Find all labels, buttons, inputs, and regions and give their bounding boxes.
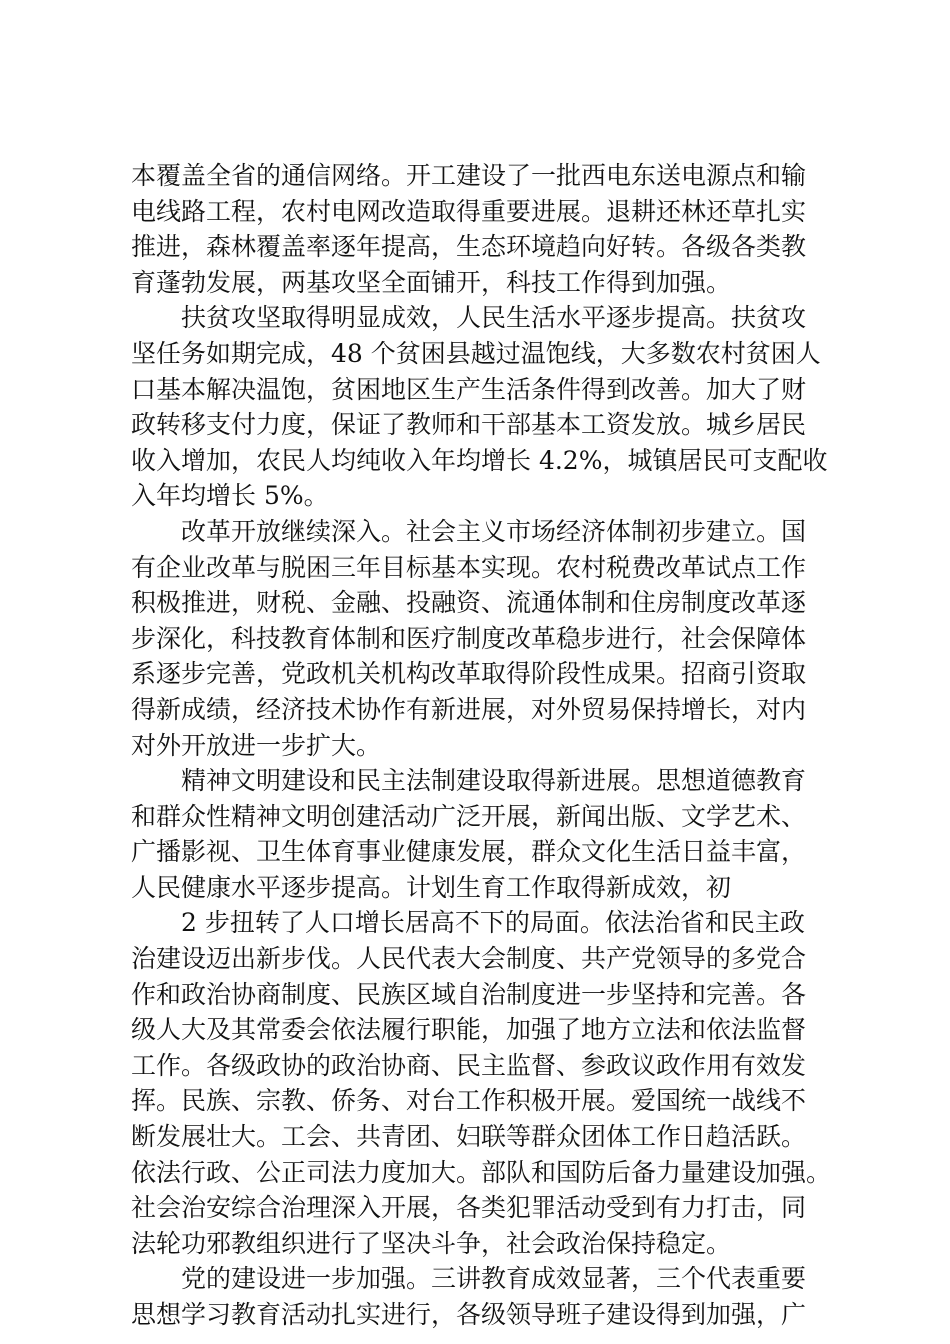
paragraph-start-line: 党的建设进一步加强。三讲教育成效显著，三个代表重要 <box>181 1264 807 1294</box>
text-line: 法轮功邪教组织进行了坚决斗争，社会政治保持稳定。 <box>131 1228 732 1258</box>
text-line: 育蓬勃发展，两基攻坚全面铺开，科技工作得到加强。 <box>131 267 732 297</box>
text-line: 依法行政、公正司法力度加大。部队和国防后备力量建设加强。 <box>131 1157 832 1187</box>
text-line: 积极推进，财税、金融、投融资、流通体制和住房制度改革逐 <box>131 588 807 618</box>
text-line: 广播影视、卫生体育事业健康发展，群众文化生活日益丰富， <box>131 837 807 867</box>
text-line: 政转移支付力度，保证了教师和干部基本工资发放。城乡居民 <box>131 410 807 440</box>
text-line: 本覆盖全省的通信网络。开工建设了一批西电东送电源点和输 <box>131 161 807 190</box>
paragraph-start-line: 精神文明建设和民主法制建设取得新进展。思想道德教育 <box>181 766 807 796</box>
text-line: 挥。民族、宗教、侨务、对台工作积极开展。爱国统一战线不 <box>131 1086 807 1116</box>
text-line: 收入增加，农民人均纯收入年均增长 4.2%，城镇居民可支配收 <box>131 445 828 475</box>
text-line: 口基本解决温饱，贫困地区生产生活条件得到改善。加大了财 <box>131 374 807 404</box>
body-text <box>131 158 851 1333</box>
text-line: 入年均增长 5%。 <box>131 481 329 511</box>
text-line: 对外开放进一步扩大。 <box>131 730 382 760</box>
text-line: 得新成绩，经济技术协作有新进展，对外贸易保持增长，对内 <box>131 694 807 724</box>
text-line: 系逐步完善，党政机关机构改革取得阶段性成果。招商引资取 <box>131 659 807 689</box>
text-line: 治建设迈出新步伐。人民代表大会制度、共产党领导的多党合 <box>131 944 807 974</box>
text-line: 和群众性精神文明创建活动广泛开展，新闻出版、文学艺术、 <box>131 801 807 831</box>
text-line: 社会治安综合治理深入开展，各类犯罪活动受到有力打击，同 <box>131 1193 807 1223</box>
text-line: 步深化，科技教育体制和医疗制度改革稳步进行，社会保障体 <box>131 623 807 653</box>
text-line: 思想学习教育活动扎实进行，各级领导班子建设得到加强，广 <box>131 1300 807 1329</box>
paragraph-start-line: 2 步扭转了人口增长居高不下的局面。依法治省和民主政 <box>181 908 805 938</box>
text-line: 推进，森林覆盖率逐年提高，生态环境趋向好转。各级各类教 <box>131 232 807 262</box>
text-line: 级人大及其常委会依法履行职能，加强了地方立法和依法监督 <box>131 1015 807 1045</box>
paragraph-start-line: 改革开放继续深入。社会主义市场经济体制初步建立。国 <box>181 516 807 546</box>
text-line: 有企业改革与脱困三年目标基本实现。农村税费改革试点工作 <box>131 552 807 582</box>
text-line: 工作。各级政协的政治协商、民主监督、参政议政作用有效发 <box>131 1050 807 1080</box>
text-line: 电线路工程，农村电网改造取得重要进展。退耕还林还草扎实 <box>131 196 807 226</box>
text-line: 人民健康水平逐步提高。计划生育工作取得新成效，初 <box>131 872 732 902</box>
text-line: 坚任务如期完成，48 个贫困县越过温饱线，大多数农村贫困人 <box>131 338 821 368</box>
text-line: 作和政治协商制度、民族区域自治制度进一步坚持和完善。各 <box>131 979 807 1009</box>
paragraph-start-line: 扶贫攻坚取得明显成效，人民生活水平逐步提高。扶贫攻 <box>181 303 807 333</box>
text-line: 断发展壮大。工会、共青团、妇联等群众团体工作日趋活跃。 <box>131 1122 807 1152</box>
